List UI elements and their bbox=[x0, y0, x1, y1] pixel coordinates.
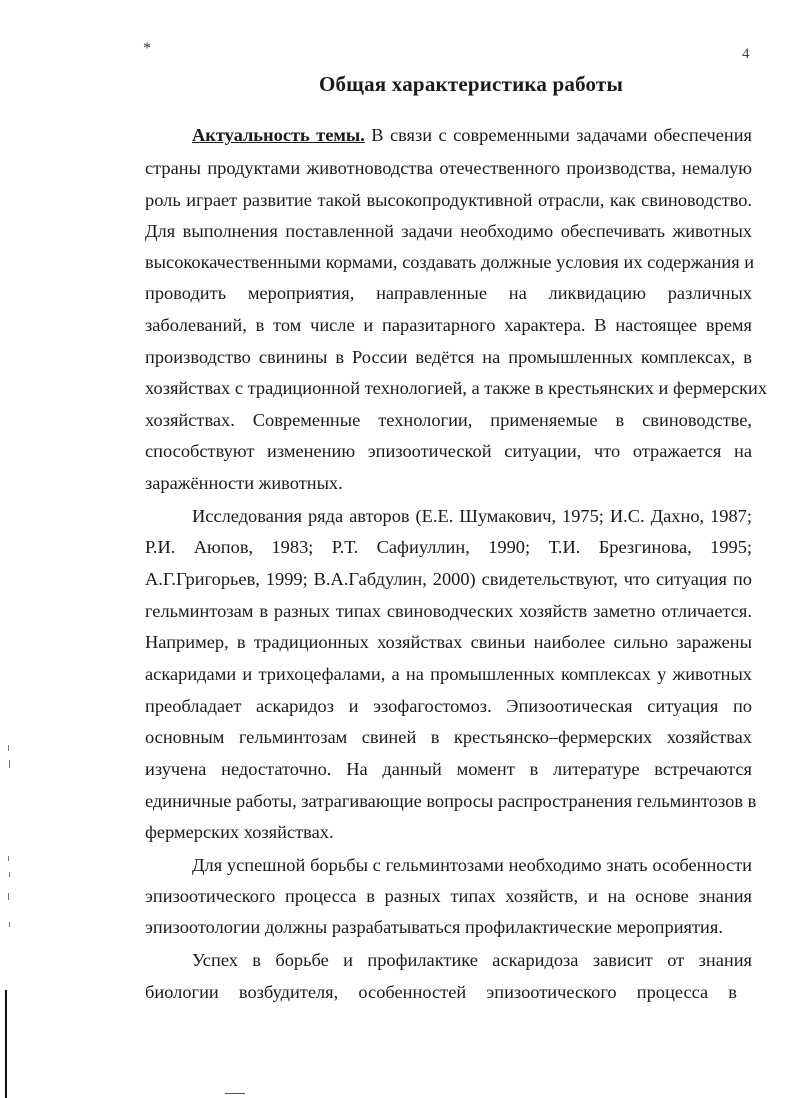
text-line: страны продуктами животноводства отечественного производства, немалую bbox=[145, 158, 752, 178]
scan-speck bbox=[9, 922, 10, 927]
text-line: Для выполнения поставленной задачи необходимо обеспечивать животных bbox=[145, 221, 752, 241]
text-line: А.Г.Григорьев, 1999; В.А.Габдулин, 2000) свидетельствуют, что ситуация по bbox=[145, 569, 752, 589]
text-line: Для успешной борьбы с гельминтозами необходимо знать особенности bbox=[192, 855, 752, 875]
section-lead: Актуальность темы. bbox=[192, 125, 365, 145]
text-line: роль играет развитие такой высокопродуктивной отрасли, как свиноводство. bbox=[145, 190, 752, 210]
scan-speck bbox=[8, 856, 9, 861]
text-line: основным гельминтозам свиней в крестьянско–фермерских хозяйствах bbox=[145, 727, 752, 747]
text-line: заболеваний, в том числе и паразитарного характера. В настоящее время bbox=[145, 315, 752, 335]
text-line: Например, в традиционных хозяйствах свиньи наиболее сильно заражены bbox=[145, 632, 752, 652]
text-line: Р.И. Аюпов, 1983; Р.Т. Сафиуллин, 1990; Т.И. Брезгинова, 1995; bbox=[145, 537, 752, 557]
scan-speck bbox=[8, 745, 9, 751]
text-line: преобладает аскаридоз и эзофагостомоз. Эпизоотическая ситуация по bbox=[145, 696, 752, 716]
page-number: 4 bbox=[742, 46, 750, 62]
text-line: единичные работы, затрагивающие вопросы распространения гельминтозов в bbox=[145, 791, 757, 811]
text-line: аскаридами и трихоцефалами, а на промышленных комплексах у животных bbox=[145, 664, 752, 684]
bottom-rule bbox=[225, 1093, 245, 1094]
text-line: эпизоотологии должны разрабатываться профилактические мероприятия. bbox=[145, 917, 723, 937]
text-line: заражённости животных. bbox=[145, 473, 343, 493]
text-line: гельминтозам в разных типах свиноводческих хозяйств заметно отличается. bbox=[145, 601, 752, 621]
scan-speck bbox=[9, 760, 10, 768]
text-line: Актуальность темы. В связи с современными задачами обеспечения bbox=[192, 125, 752, 145]
corner-mark: * bbox=[143, 40, 151, 57]
text-line: высококачественными кормами, создавать должные условия их содержания и bbox=[145, 252, 755, 272]
text-line: Успех в борьбе и профилактике аскаридоза зависит от знания bbox=[192, 950, 752, 970]
text-line: способствуют изменению эпизоотической ситуации, что отражается на bbox=[145, 441, 752, 461]
text-line: фермерских хозяйствах. bbox=[145, 822, 334, 842]
scan-speck bbox=[9, 872, 10, 877]
text-line: эпизоотического процесса в разных типах хозяйств, и на основе знания bbox=[145, 886, 752, 906]
page-title: Общая характеристика работы bbox=[318, 72, 624, 96]
text-line: изучена недостаточно. На данный момент в литературе встречаются bbox=[145, 759, 752, 779]
scan-margin-bar bbox=[5, 990, 7, 1098]
scan-speck bbox=[8, 893, 9, 900]
text-line: производство свинины в России ведётся на промышленных комплексах, в bbox=[145, 347, 752, 367]
text-line: проводить мероприятия, направленные на ликвидацию различных bbox=[145, 283, 752, 303]
text-line: хозяйствах с традиционной технологией, а также в крестьянских и фермерских bbox=[145, 378, 768, 398]
text-line: Исследования ряда авторов (Е.Е. Шумакович, 1975; И.С. Дахно, 1987; bbox=[192, 506, 752, 526]
text-line: хозяйствах. Современные технологии, применяемые в свиноводстве, bbox=[145, 410, 752, 430]
text-line: биологии возбудителя, особенностей эпизоотического процесса в bbox=[145, 982, 737, 1002]
